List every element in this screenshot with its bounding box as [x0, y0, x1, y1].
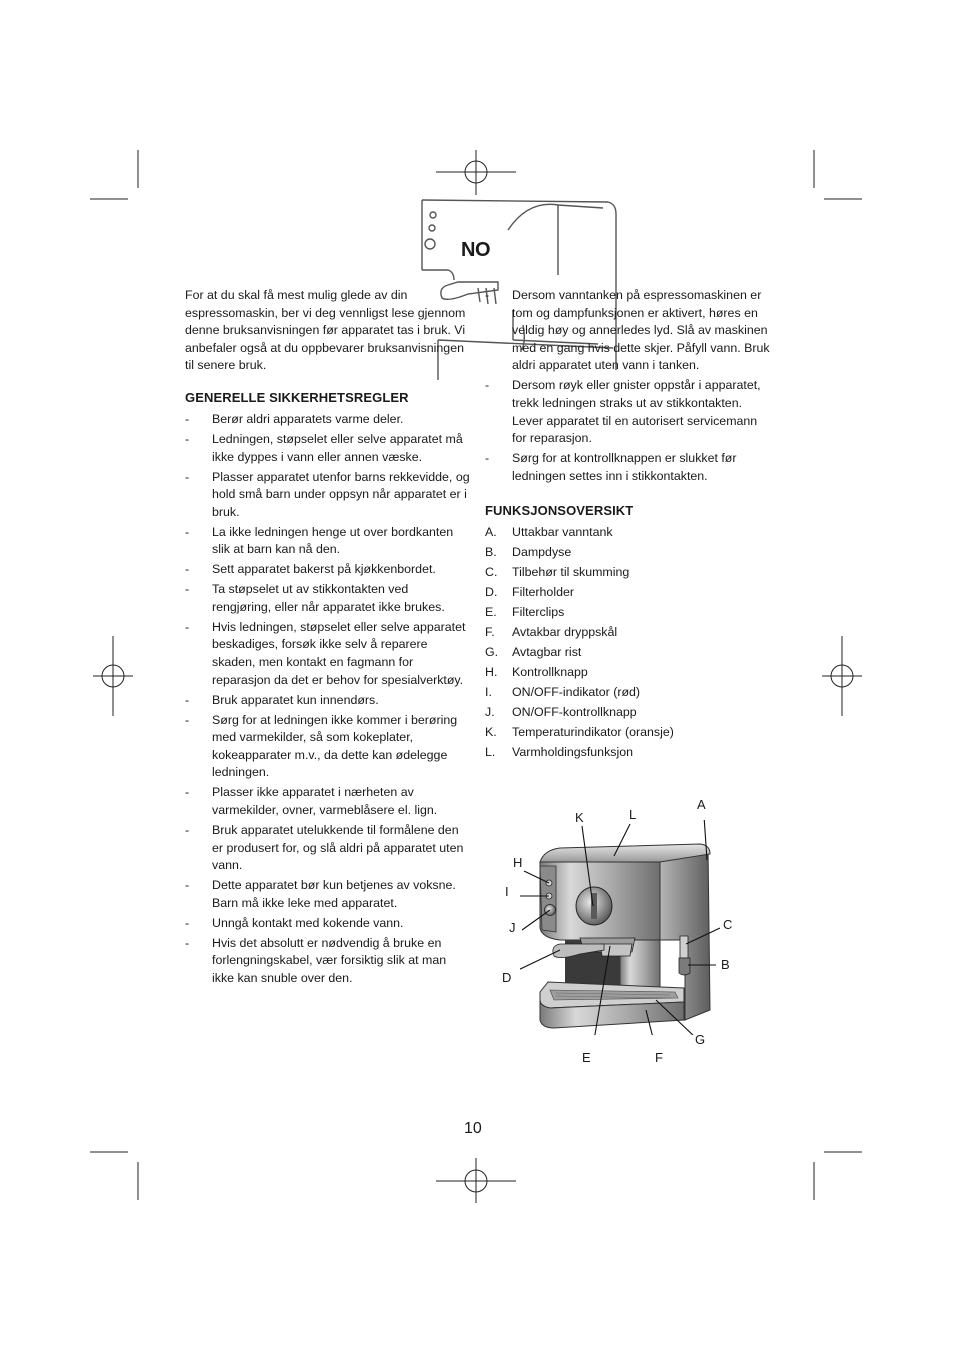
safety-heading: GENERELLE SIKKERHETSREGLER	[185, 389, 409, 405]
figure-label-i: I	[505, 884, 509, 899]
list-item: H. Kontrollknapp	[485, 664, 588, 679]
list-item: F. Avtakbar dryppskål	[485, 624, 618, 639]
left-column	[185, 287, 470, 990]
figure-label-b: B	[721, 957, 730, 972]
list-item: - La ikke ledningen henge ut over bordkanten slik at barn kan nå den.	[185, 524, 454, 557]
list-item: - Ledningen, støpselet eller selve apparatet må ikke dyppes i vann eller annen væske.	[185, 431, 463, 464]
list-item: C. Tilbehør til skumming	[485, 564, 630, 579]
list-item: - Ta støpselet ut av stikkontakten ved rengjøring, eller når apparatet ikke brukes.	[185, 582, 445, 614]
figure-label-l: L	[629, 807, 637, 822]
list-item: - Hvis det absolutt er nødvendig å bruke en forlengningskabel, vær forsiktig slik at man ikke kan snuble over den.	[185, 935, 447, 985]
list-item: - Bruk apparatet utelukkende til formålene den er produsert for, og slå aldri på apparatet uten vann.	[185, 822, 464, 873]
list-item: - Unngå kontakt med kokende vann.	[185, 915, 404, 930]
list-item: - Dette apparatet bør kun betjenes av voksne. Barn må ikke leke med apparatet.	[185, 878, 456, 910]
figure-label-g: G	[695, 1032, 706, 1047]
figure-label-k: K	[575, 810, 584, 825]
list-item: - Plasser apparatet utenfor barns rekkevidde, og hold små barn under oppsyn når apparatet er i bruk.	[185, 469, 470, 519]
figure-label-h: H	[513, 855, 523, 870]
figure-label-f: F	[655, 1050, 663, 1065]
list-item: D. Filterholder	[485, 584, 574, 599]
figure-label-a: A	[697, 797, 706, 812]
list-item: B. Dampdyse	[485, 544, 572, 559]
list-item: - Berør aldri apparatets varme deler.	[185, 411, 404, 426]
list-item: - Dersom vanntanken på espressomaskinen er tom og dampfunksjonen er aktivert, høres en veldig høy og annerledes lyd. Slå av maskinen med en gang hvis dette skjer. Påfyll vann. Bruk aldri apparatet uten vann i tanken.	[485, 288, 770, 373]
intro-paragraph: For at du skal få mest mulig glede av din espressomaskin, ber vi deg vennligst lese gjennom denne bruksanvisningen før apparatet tas i bruk. Vi anbefaler også at du oppbevarer bruksanvisningen til senere bruk.	[185, 288, 466, 373]
list-item: K. Temperaturindikator (oransje)	[485, 724, 674, 739]
safety-rules-list-right	[485, 287, 770, 485]
list-item: - Sørg for at ledningen ikke kommer i berøring med varmekilder, så som kokeplater, kokeapparater m.v., da dette kan ødelegge ledningen.	[185, 712, 458, 780]
page-number: 10	[464, 1120, 482, 1137]
features-list	[485, 524, 770, 761]
list-item: - Sørg for at kontrollknappen er slukket før ledningen settes inn i stikkontakten.	[485, 451, 737, 483]
list-item: - Bruk apparatet kun innendørs.	[185, 692, 379, 707]
list-item: - Dersom røyk eller gnister oppstår i apparatet, trekk ledningen straks ut av stikkontakten. Lever apparatet til en autorisert servicemann for reparasjon.	[485, 378, 761, 446]
features-heading: FUNKSJONSOVERSIKT	[485, 502, 634, 518]
figure-label-e: E	[582, 1050, 591, 1065]
list-item: A. Uttakbar vanntank	[485, 524, 613, 539]
list-item: L. Varmholdingsfunksjon	[485, 744, 633, 759]
figure-label-d: D	[502, 970, 512, 985]
figure-label-j: J	[509, 920, 516, 935]
espresso-machine-diagram	[520, 820, 720, 1035]
list-item: - Plasser ikke apparatet i nærheten av varmekilder, ovner, varmeblåsere el. lign.	[185, 785, 438, 817]
list-item: - Hvis ledningen, støpselet eller selve apparatet beskadiges, forsøk ikke selv å reparere skaden, men kontakt en fagmann for reparasjon da det er behov for spesialverktøy.	[185, 619, 466, 687]
list-item: E. Filterclips	[485, 604, 565, 619]
list-item: J. ON/OFF-kontrollknapp	[485, 704, 637, 719]
safety-rules-list-left	[185, 411, 470, 987]
right-column	[485, 287, 770, 764]
list-item: - Sett apparatet bakerst på kjøkkenbordet.	[185, 562, 436, 577]
language-badge: NO	[461, 239, 490, 261]
figure-label-c: C	[723, 917, 733, 932]
list-item: I. ON/OFF-indikator (rød)	[485, 684, 641, 699]
list-item: G. Avtagbar rist	[485, 644, 582, 659]
